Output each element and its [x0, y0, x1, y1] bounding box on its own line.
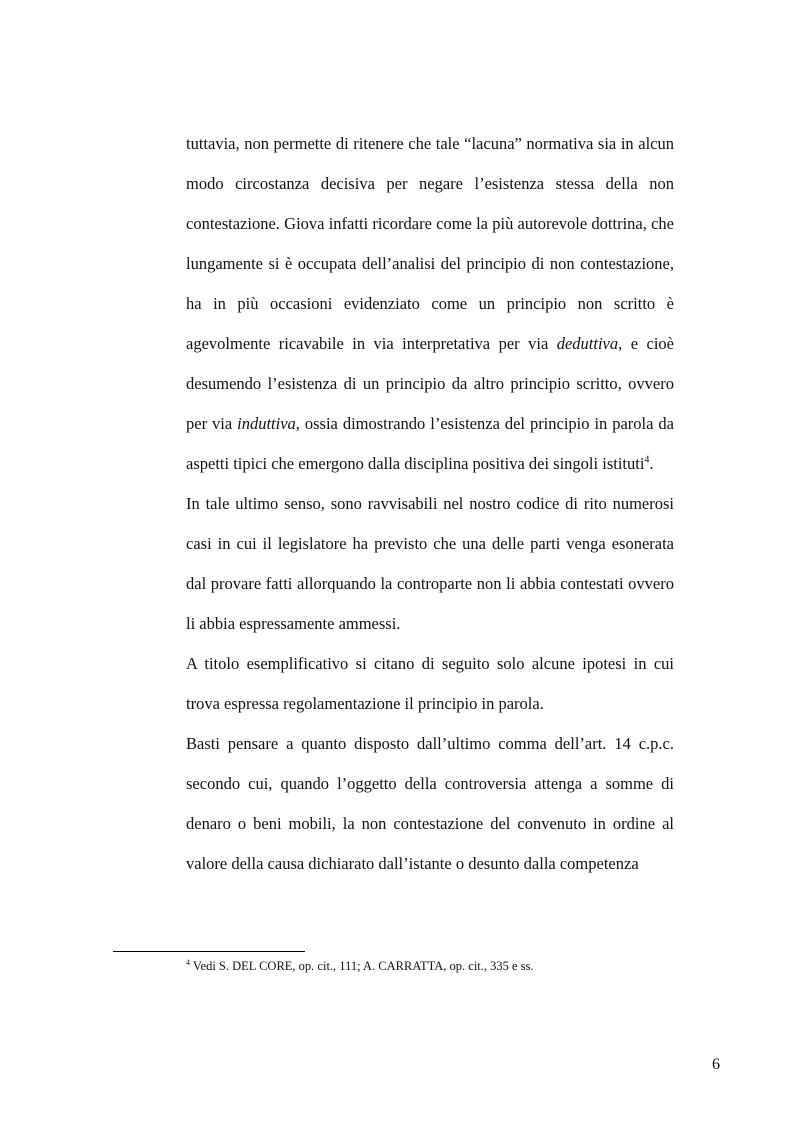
text-run: .	[649, 454, 654, 473]
italic-term-deduttiva: deduttiva	[556, 334, 619, 353]
footnote	[186, 958, 686, 974]
text-run: tuttavia, non permette di ritenere che tale “lacuna” normativa sia in alcun modo circostanza decisiva per negare l’esistenza stessa della non contestazione. Giova infatti ricordare come la più autorevole dottrina, che lungamente si è occupata dell’analisi del principio di non contestazione, ha in più occasioni evidenziato come un principio non scritto è agevolmente ricavabile in via interpretativa per via	[186, 134, 674, 353]
page-number: 6	[712, 1056, 720, 1073]
footnote-reference[interactable]: 4	[644, 454, 650, 466]
paragraph-1	[186, 124, 674, 484]
body-text	[186, 124, 674, 884]
paragraph-2	[186, 484, 674, 644]
paragraph-4	[186, 724, 674, 884]
text-run: , e cioè desumendo l’esistenza di un principio da altro principio scritto, ovvero per via	[186, 334, 674, 433]
paragraph-3	[186, 644, 674, 724]
footnote-separator	[113, 951, 305, 952]
footnote-marker: 4	[186, 957, 190, 967]
text-run: , ossia dimostrando l’esistenza del principio in parola da aspetti tipici che emergono dalla disciplina positiva dei singoli istituti	[186, 414, 674, 473]
footnote-text: Vedi S. DEL CORE, op. cit., 111; A. CARRATTA, op. cit., 335 e ss.	[190, 959, 534, 973]
text-run: A titolo esemplificativo si citano di seguito solo alcune ipotesi in cui trova espressa regolamentazione il principio in parola.	[186, 654, 674, 713]
text-run: In tale ultimo senso, sono ravvisabili nel nostro codice di rito numerosi casi in cui il legislatore ha previsto che una delle parti venga esonerata dal provare fatti allorquando la controparte non li abbia contestati ovvero li abbia espressamente ammessi.	[186, 494, 674, 633]
italic-term-induttiva: induttiva	[237, 414, 296, 433]
text-run: Basti pensare a quanto disposto dall’ultimo comma dell’art. 14 c.p.c. secondo cui, quando l’oggetto della controversia attenga a somme di denaro o beni mobili, la non contestazione del convenuto in ordine al valore della causa dichiarato dall’istante o desunto dalla competenza	[186, 734, 674, 873]
